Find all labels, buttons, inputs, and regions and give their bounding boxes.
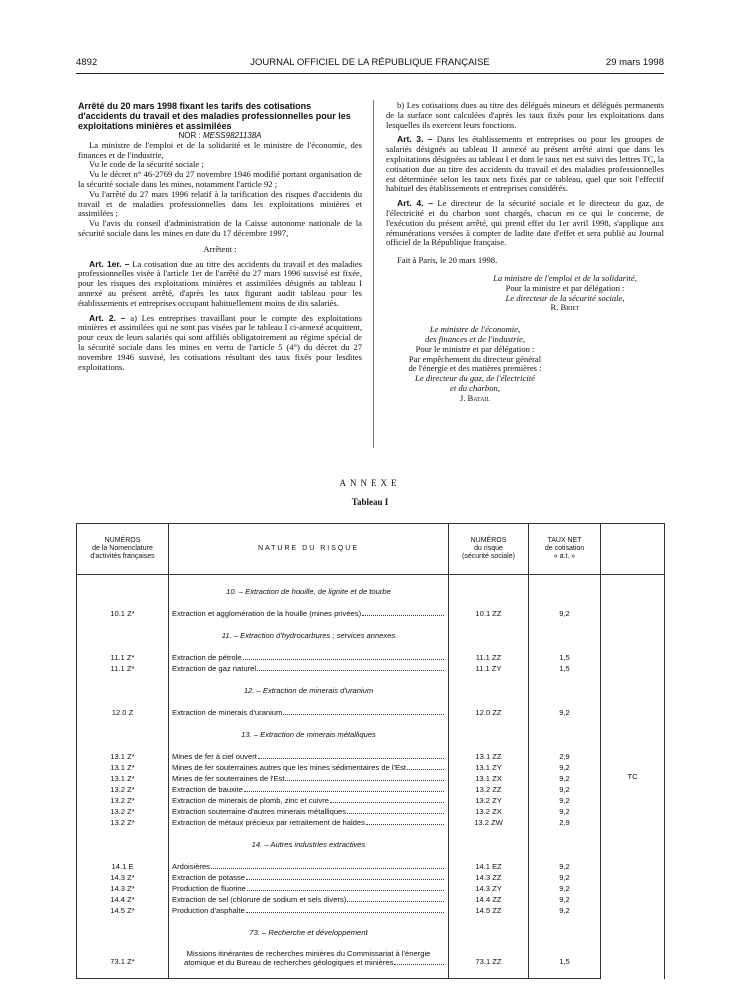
section-heading: 13. – Extraction de minerais métalliques xyxy=(169,729,449,740)
risk-number: 13.2 ZY xyxy=(449,795,529,806)
risk-label-wrap xyxy=(172,773,445,784)
fait-a-paris: Fait à Paris, le 20 mars 1998. xyxy=(397,255,498,266)
risk-number: 13.1 ZX xyxy=(449,773,529,784)
signature-block-1 xyxy=(466,274,664,313)
spacer-cell xyxy=(77,938,169,949)
dot-leader xyxy=(244,790,444,792)
sig2-name: J. Batail xyxy=(459,392,491,403)
preamble-0: La ministre de l'emploi et de la solidarité et le ministre de l'économie, des finances et de l'industrie, xyxy=(78,139,362,160)
sig2-line4: Par empêchement du directeur général xyxy=(408,353,542,364)
table-row xyxy=(77,751,665,762)
section-heading: 12. – Extraction de minerais d'uranium xyxy=(169,685,449,696)
section-heading-row xyxy=(77,729,665,740)
risk-label-text: Extraction et agglomération de la houille (mines privées) xyxy=(172,609,362,618)
risk-label-text: Mines de fer souterraines de l'Est xyxy=(172,774,285,783)
risk-label-wrap xyxy=(172,861,445,872)
spacer-cell xyxy=(449,575,529,587)
section-naf-cell xyxy=(77,729,169,740)
spacer-cell xyxy=(77,718,169,729)
rate-value: 9,2 xyxy=(529,608,601,619)
risk-label-text: Ardoisières xyxy=(172,862,210,871)
spacer-cell xyxy=(169,740,449,751)
spacer-row xyxy=(77,740,665,751)
risk-label xyxy=(169,872,449,883)
rate-value: 9,2 xyxy=(529,773,601,784)
rate-value: 9,2 xyxy=(529,806,601,817)
section-taux-cell xyxy=(529,927,601,938)
naf-code: 14.5 Z* xyxy=(77,905,169,916)
risk-number: 14.5 ZZ xyxy=(449,905,529,916)
right-column xyxy=(386,101,664,404)
risk-label-text: Extraction de métaux précieux par retraitement de haldes xyxy=(172,818,365,827)
section-heading: 14. – Autres industries extractives xyxy=(169,839,449,850)
spacer-cell xyxy=(169,575,449,587)
risk-number: 73.1 ZZ xyxy=(449,949,529,967)
sig2-line1: Le ministre de l'économie, xyxy=(429,324,521,335)
risk-number: 13.2 ZW xyxy=(449,817,529,828)
spacer-row xyxy=(77,718,665,729)
risk-label-wrap xyxy=(172,652,445,663)
section-num-cell xyxy=(449,729,529,740)
risk-label xyxy=(169,806,449,817)
spacer-cell xyxy=(169,641,449,652)
naf-code: 14.4 Z* xyxy=(77,894,169,905)
risk-label xyxy=(169,795,449,806)
spacer-row xyxy=(77,967,665,979)
section-heading-row xyxy=(77,927,665,938)
risk-label-text: Extraction souterraine d'autres minerais métalliques xyxy=(172,807,347,816)
dot-leader xyxy=(394,963,444,965)
issue-date: 29 mars 1998 xyxy=(605,57,664,68)
spacer-cell xyxy=(529,696,601,707)
table-header-row xyxy=(77,524,665,575)
risk-label-text: Extraction de gaz naturel xyxy=(172,664,257,673)
risk-label-text: Production d'asphalte xyxy=(172,906,245,915)
section-num-cell xyxy=(449,630,529,641)
dot-leader xyxy=(246,911,444,913)
page-header xyxy=(76,57,664,71)
risk-number: 13.2 ZZ xyxy=(449,784,529,795)
left-column xyxy=(78,101,362,372)
spacer-cell xyxy=(449,718,529,729)
risk-label xyxy=(169,817,449,828)
risk-label xyxy=(169,861,449,872)
section-num-cell xyxy=(449,586,529,597)
table-row xyxy=(77,784,665,795)
sig1-line1: La ministre de l'emploi et de la solidarité, xyxy=(493,272,637,283)
spacer-row xyxy=(77,641,665,652)
rate-value: 2,9 xyxy=(529,817,601,828)
naf-code: 11.1 Z* xyxy=(77,652,169,663)
spacer-cell xyxy=(529,597,601,608)
risk-label-line1: Missions itinérantes de recherches minières du Commissariat à l'énergie xyxy=(186,949,431,958)
risk-number: 12.0 ZZ xyxy=(449,707,529,718)
column-divider xyxy=(373,100,374,448)
header-risque: NUMÉROS du risque (sécurité sociale) xyxy=(449,524,529,575)
section-naf-cell xyxy=(77,586,169,597)
sig2-line2: des finances et de l'industrie, xyxy=(425,333,525,344)
preamble-2: Vu le décret n° 46-2769 du 27 novembre 1946 modifié portant organisation de la sécurité sociale dans les mines, notamment l'article 92 ; xyxy=(78,169,362,189)
risk-label xyxy=(169,762,449,773)
annexe-title: ANNEXE xyxy=(339,478,401,488)
table-row xyxy=(77,861,665,872)
sig2-line3: Pour le ministre et par délégation : xyxy=(415,343,535,354)
spacer-cell xyxy=(77,916,169,927)
spacer-cell xyxy=(169,619,449,630)
article-2 xyxy=(78,314,362,373)
rate-value: 9,2 xyxy=(529,883,601,894)
dot-leader xyxy=(366,823,444,825)
spacer-cell xyxy=(449,938,529,949)
naf-code: 13.2 Z* xyxy=(77,784,169,795)
spacer-cell xyxy=(449,674,529,685)
dot-leader xyxy=(330,801,444,803)
section-heading-row xyxy=(77,839,665,850)
table-row xyxy=(77,905,665,916)
dot-leader xyxy=(257,669,444,671)
rate-value: 2,9 xyxy=(529,751,601,762)
naf-code: 14.3 Z* xyxy=(77,883,169,894)
risk-label-wrap xyxy=(172,872,445,883)
spacer-row xyxy=(77,850,665,861)
naf-code: 13.1 Z* xyxy=(77,762,169,773)
spacer-cell xyxy=(449,696,529,707)
header-nature: NATURE DU RISQUE xyxy=(169,524,449,575)
header-rule xyxy=(76,73,664,74)
risk-label-text: Mines de fer à ciel ouvert xyxy=(172,752,257,761)
section-heading: 10. – Extraction de houille, de lignite et de tourbe xyxy=(169,586,449,597)
sig2-line7: et du charbon, xyxy=(450,382,500,393)
table-row xyxy=(77,663,665,674)
dot-leader xyxy=(407,768,444,770)
spacer-cell xyxy=(449,740,529,751)
rate-value: 9,2 xyxy=(529,872,601,883)
risk-label-text: Extraction de minerais d'uranium xyxy=(172,708,283,717)
spacer-cell xyxy=(77,674,169,685)
table-row xyxy=(77,872,665,883)
table-row xyxy=(77,762,665,773)
risk-label xyxy=(169,707,449,718)
section-taux-cell xyxy=(529,586,601,597)
table-row xyxy=(77,883,665,894)
section-num-cell xyxy=(449,927,529,938)
spacer-cell xyxy=(77,597,169,608)
dot-leader xyxy=(243,658,444,660)
table-row xyxy=(77,806,665,817)
risk-label xyxy=(169,608,449,619)
naf-code: 13.2 Z* xyxy=(77,806,169,817)
article-4-text: Le directeur de la sécurité sociale et le directeur du gaz, de l'électricité et du charbon sont chargés, chacun en ce qui le concerne, de l'exécution du présent arrêté, qui prend effet du 1er avril 1998, s'applique aux rémunérations versées à compter de ladite date d'effet et sera publié au Journal officiel de la République française. xyxy=(386,198,664,248)
section-naf-cell xyxy=(77,685,169,696)
risk-label-wrap xyxy=(172,762,445,773)
rate-value: 9,2 xyxy=(529,762,601,773)
risk-label xyxy=(169,751,449,762)
preamble-3: Vu l'arrêté du 27 mars 1996 relatif à la tarification des risques d'accidents du travail et de maladies professionnelles dans les exploitations minières et assimilées ; xyxy=(78,188,362,219)
rate-value: 1,5 xyxy=(529,949,601,967)
dot-leader xyxy=(247,889,444,891)
spacer-cell xyxy=(169,967,449,979)
table-row xyxy=(77,707,665,718)
risk-label xyxy=(169,652,449,663)
section-heading: 73. – Recherche et développement xyxy=(169,927,449,938)
spacer-cell xyxy=(169,828,449,839)
risk-number: 10.1 ZZ xyxy=(449,608,529,619)
section-naf-cell xyxy=(77,630,169,641)
table-row xyxy=(77,773,665,784)
spacer-cell xyxy=(529,967,601,979)
article-4 xyxy=(386,199,664,248)
spacer-cell xyxy=(77,619,169,630)
naf-code: 14.1 E xyxy=(77,861,169,872)
dot-leader xyxy=(283,713,444,715)
spacer-cell xyxy=(529,718,601,729)
risk-label-text: Extraction de potasse xyxy=(172,873,246,882)
spacer-cell xyxy=(77,967,169,979)
article-3 xyxy=(386,135,664,194)
naf-code: 13.1 Z* xyxy=(77,751,169,762)
spacer-cell xyxy=(77,696,169,707)
article-3-label: Art. 3. – xyxy=(397,134,433,145)
risk-label-wrap xyxy=(172,806,445,817)
signature-block-2 xyxy=(386,325,564,403)
tc-cell: TC xyxy=(601,575,665,979)
section-num-cell xyxy=(449,839,529,850)
risk-label xyxy=(169,905,449,916)
spacer-cell xyxy=(449,619,529,630)
section-heading: 11. – Extraction d'hydrocarbures ; services annexes xyxy=(169,630,449,641)
spacer-row xyxy=(77,575,665,587)
naf-code: 10.1 Z* xyxy=(77,608,169,619)
article-2b: b) Les cotisations dues au titre des délégués mineurs et délégués permanents de la surface sont calculées d'après les taux fixés pour les exploitations dans lesquelles ils exercent leurs fonctions. xyxy=(386,100,664,130)
page-number: 4892 xyxy=(76,57,98,68)
risk-label-text: Extraction de pétrole xyxy=(172,653,242,662)
preamble-4: Vu l'avis du conseil d'administration de la Caisse autonome nationale de la sécurité sociale dans les mines en date du 17 décembre 1997, xyxy=(78,218,362,238)
risk-label xyxy=(169,949,449,967)
dot-leader xyxy=(211,867,444,869)
rate-value: 9,2 xyxy=(529,861,601,872)
spacer-cell xyxy=(529,740,601,751)
risk-label-wrap xyxy=(172,883,445,894)
risk-label-line2-wrap xyxy=(172,958,445,967)
risk-number: 14.3 ZZ xyxy=(449,872,529,883)
header-empty xyxy=(601,524,665,575)
spacer-cell xyxy=(529,828,601,839)
header-naf: NUMÉROS de la Nomenclature d'activités françaises xyxy=(77,524,169,575)
table-row xyxy=(77,817,665,828)
risk-label xyxy=(169,663,449,674)
risk-label xyxy=(169,784,449,795)
section-taux-cell xyxy=(529,839,601,850)
naf-code: 11.1 Z* xyxy=(77,663,169,674)
risk-label-text: Extraction de bauxite xyxy=(172,785,243,794)
decree-title: Arrêté du 20 mars 1998 fixant les tarifs des cotisations d'accidents du travail et des maladies professionnelles pour les exploitations minières et assimilées xyxy=(78,101,351,131)
naf-code: 13.2 Z* xyxy=(77,817,169,828)
sig2-line6: Le directeur du gaz, de l'électricité xyxy=(415,373,535,384)
spacer-cell xyxy=(169,696,449,707)
spacer-cell xyxy=(449,967,529,979)
section-heading-row xyxy=(77,586,665,597)
article-2-label: Art. 2. – xyxy=(89,312,126,323)
spacer-cell xyxy=(169,718,449,729)
table-title: Tableau I xyxy=(351,497,389,507)
spacer-cell xyxy=(77,641,169,652)
article-1 xyxy=(78,260,362,309)
section-heading-row xyxy=(77,630,665,641)
risk-label-wrap xyxy=(172,905,445,916)
spacer-row xyxy=(77,828,665,839)
sig1-name: R. Briet xyxy=(550,302,580,313)
spacer-cell xyxy=(77,740,169,751)
spacer-cell xyxy=(169,850,449,861)
risk-number: 11.1 ZZ xyxy=(449,652,529,663)
preamble-1: Vu le code de la sécurité sociale ; xyxy=(89,159,204,170)
naf-code: 13.1 Z* xyxy=(77,773,169,784)
table-row xyxy=(77,652,665,663)
risk-label-text: Mines de fer souterraines autres que les mines sédimentaires de l'Est xyxy=(172,763,407,772)
dot-leader xyxy=(347,812,444,814)
spacer-cell xyxy=(169,938,449,949)
risk-label-wrap xyxy=(172,894,445,905)
dot-leader xyxy=(246,878,444,880)
article-4-label: Art. 4. – xyxy=(397,198,434,209)
spacer-row xyxy=(77,696,665,707)
spacer-cell xyxy=(449,916,529,927)
risk-label xyxy=(169,773,449,784)
nor-code: MESS9821138A xyxy=(202,131,262,140)
spacer-cell xyxy=(529,916,601,927)
tarif-table xyxy=(76,523,665,979)
article-1-label: Art. 1er. – xyxy=(89,258,130,269)
spacer-cell xyxy=(77,850,169,861)
rate-value: 9,2 xyxy=(529,894,601,905)
spacer-cell xyxy=(529,674,601,685)
spacer-cell xyxy=(169,674,449,685)
journal-title: JOURNAL OFFICIEL DE LA RÉPUBLIQUE FRANÇAISE xyxy=(250,57,490,68)
arretent: Arrêtent : xyxy=(203,243,237,254)
dot-leader xyxy=(258,757,444,759)
nor-label: NOR : xyxy=(178,131,201,140)
risk-label-wrap xyxy=(172,751,445,762)
naf-code: 73.1 Z* xyxy=(77,949,169,967)
risk-label-line2: atomique et du Bureau de recherches géologiques et minières xyxy=(184,958,394,967)
risk-number: 13.1 ZZ xyxy=(449,751,529,762)
risk-label-wrap xyxy=(172,707,445,718)
spacer-cell xyxy=(529,641,601,652)
risk-label-text: Extraction de minerais de plomb, zinc et cuivre xyxy=(172,796,330,805)
spacer-row xyxy=(77,619,665,630)
spacer-cell xyxy=(529,938,601,949)
table-row xyxy=(77,608,665,619)
spacer-cell xyxy=(449,850,529,861)
spacer-cell xyxy=(169,916,449,927)
rate-value: 9,2 xyxy=(529,707,601,718)
spacer-cell xyxy=(449,828,529,839)
section-num-cell xyxy=(449,685,529,696)
risk-label xyxy=(169,894,449,905)
risk-number: 14.3 ZY xyxy=(449,883,529,894)
risk-label-wrap xyxy=(172,663,445,674)
spacer-cell xyxy=(77,828,169,839)
risk-number: 14.4 ZZ xyxy=(449,894,529,905)
spacer-cell xyxy=(77,575,169,587)
spacer-row xyxy=(77,916,665,927)
rate-value: 9,2 xyxy=(529,795,601,806)
dot-leader xyxy=(362,614,444,616)
risk-label-text: Production de fluorine xyxy=(172,884,246,893)
section-taux-cell xyxy=(529,685,601,696)
naf-code: 12.0 Z xyxy=(77,707,169,718)
rate-value: 1,5 xyxy=(529,652,601,663)
article-3-text: Dans les établissements et entreprises ou pour les groupes de salariés désignés au tableau II annexé au présent arrêté ainsi que dans les exploitations désignées au tableau I et dont le taux net est suivi des lettres TC, la cotisation due au titre des accidents du travail et des maladies professionnelles est déterminée selon les taux nets fixés par ce tableau, quel que soit l'effectif habituel des établissements et entreprises considérés. xyxy=(386,134,664,194)
spacer-cell xyxy=(529,575,601,587)
spacer-cell xyxy=(529,619,601,630)
rate-value: 9,2 xyxy=(529,784,601,795)
article-1-text: La cotisation due au titre des accidents du travail et des maladies professionnelles visée à l'article 1er de l'arrêté du 27 mars 1996 susvisé est fixée, pour les risques des exploitations minières et assimilées désignés au tableau I annexé au présent arrêté, d'après les taux figurant audit tableau pour les établissements et entreprises occupant habituellement moins de dix salariés. xyxy=(78,258,363,308)
section-taux-cell xyxy=(529,630,601,641)
table-row xyxy=(77,949,665,967)
risk-number: 13.2 ZX xyxy=(449,806,529,817)
section-naf-cell xyxy=(77,839,169,850)
spacer-row xyxy=(77,674,665,685)
spacer-row xyxy=(77,597,665,608)
table-body xyxy=(77,575,665,979)
section-taux-cell xyxy=(529,729,601,740)
risk-label-wrap xyxy=(172,608,445,619)
risk-label-wrap xyxy=(172,795,445,806)
risk-label-text: Extraction de sel (chlorure de sodium et sels divers) xyxy=(172,895,347,904)
risk-number: 14.1 EZ xyxy=(449,861,529,872)
naf-code: 14.3 Z* xyxy=(77,872,169,883)
risk-label xyxy=(169,883,449,894)
naf-code: 13.2 Z* xyxy=(77,795,169,806)
header-taux: TAUX NET de cotisation « a.t. » xyxy=(529,524,601,575)
sig1-line3: Le directeur de la sécurité sociale, xyxy=(505,292,625,303)
spacer-cell xyxy=(169,597,449,608)
spacer-row xyxy=(77,938,665,949)
table-row xyxy=(77,894,665,905)
spacer-cell xyxy=(449,597,529,608)
spacer-cell xyxy=(529,850,601,861)
spacer-cell xyxy=(449,641,529,652)
risk-number: 11.1 ZY xyxy=(449,663,529,674)
risk-label-wrap xyxy=(172,817,445,828)
risk-label-wrap xyxy=(172,784,445,795)
table-row xyxy=(77,795,665,806)
rate-value: 9,2 xyxy=(529,905,601,916)
sig2-line5: de l'énergie et des matières premières : xyxy=(408,363,542,374)
article-2-text: a) Les entreprises travaillant pour le compte des exploitations minières et assimilées qui ne sont pas visées par le tableau I ci-annexé acquittent, pour ceux de leurs salariés qui sont affiliés obligatoirement au régime spécial de la sécurité sociale dans les mines en vertu de l'article 5 (4°) du décret du 27 novembre 1946 susvisé, les cotisations résultant des taux fixés pour lesdites exploitations. xyxy=(78,312,362,372)
risk-number: 13.1 ZY xyxy=(449,762,529,773)
dot-leader xyxy=(347,900,444,902)
section-heading-row xyxy=(77,685,665,696)
section-naf-cell xyxy=(77,927,169,938)
sig1-line2: Pour la ministre et par délégation : xyxy=(505,282,625,293)
dot-leader xyxy=(285,779,444,781)
rate-value: 1,5 xyxy=(529,663,601,674)
